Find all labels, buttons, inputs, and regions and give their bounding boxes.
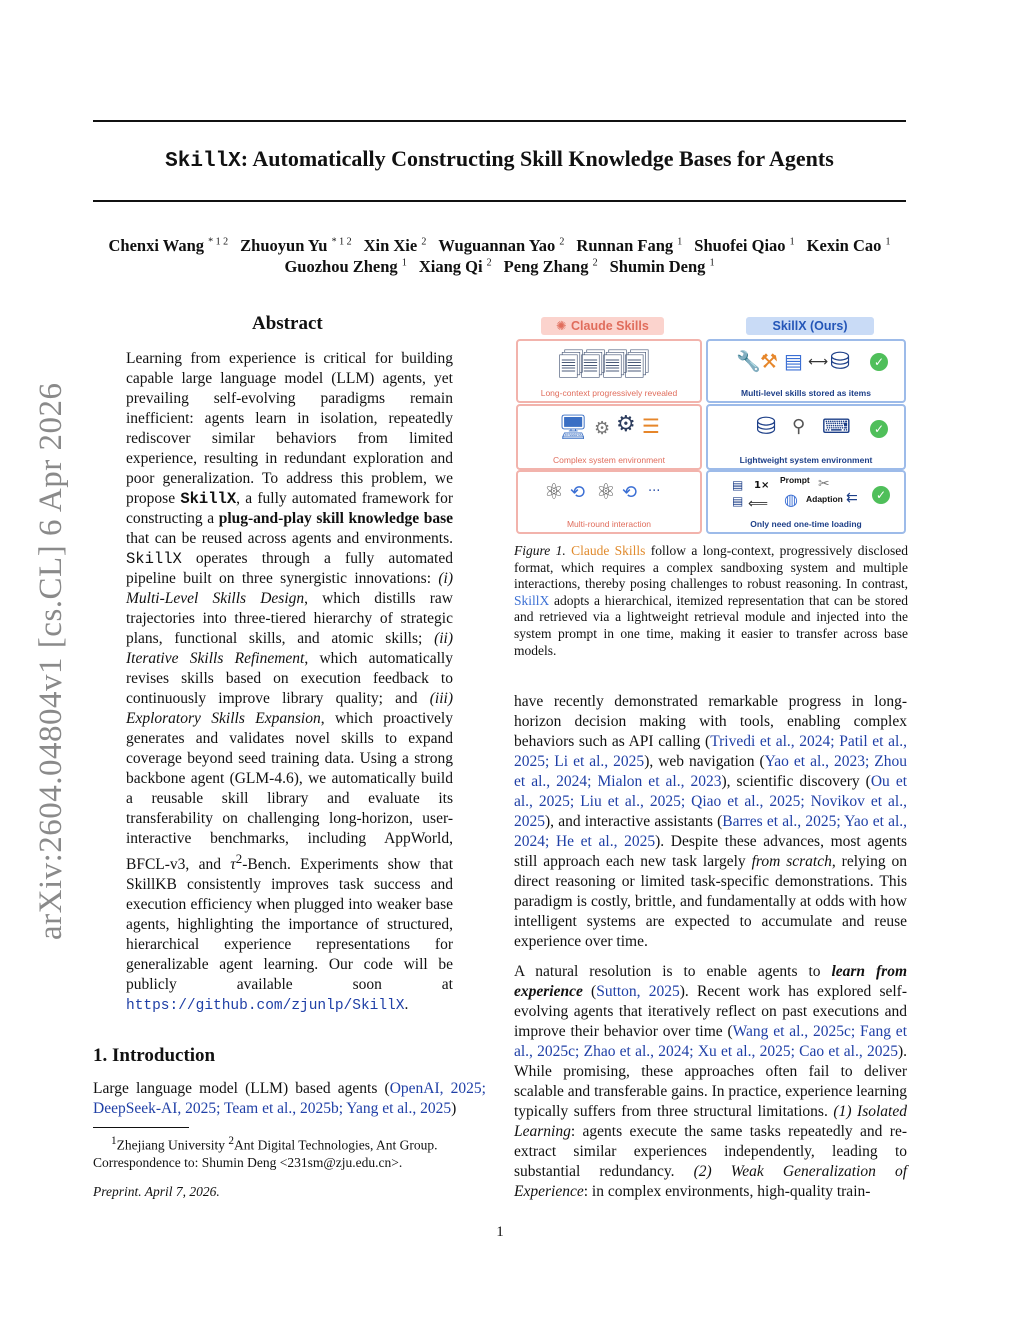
panel-label: Lightweight system environment (739, 455, 873, 465)
skills-icon: ⚒ (760, 349, 778, 373)
title-bottom-rule (93, 200, 906, 202)
arrow-icon: ⟸ (748, 496, 769, 512)
times-label: 1× (754, 480, 770, 491)
arrow-icon: ⟷ (808, 354, 829, 370)
panel-label: Only need one-time loading (750, 519, 862, 529)
claude-skills-header: ✺ Claude Skills (541, 317, 664, 335)
list-icon: ▤ (784, 349, 803, 373)
author: Wuguannan Yao $^2$ (438, 236, 565, 255)
panel-lightweight-env (706, 404, 906, 470)
skillx-header: SkillX (Ours) (746, 317, 874, 335)
panel-label: Multi-round interaction (566, 519, 652, 529)
check-icon: ✓ (870, 420, 888, 438)
panel-multi-round (516, 470, 702, 534)
panel-complex-env (516, 404, 702, 470)
network-icon: ⚙ (616, 412, 636, 437)
caption-skillx: SkillX (514, 592, 550, 608)
arxiv-identifier: arXiv:2604.04804v1 [cs.CL] 6 Apr 2026 (33, 382, 69, 940)
prompt-label: Prompt (780, 475, 810, 485)
brain-icon: ⚛ (544, 480, 564, 505)
brain-icon: ⚛ (596, 480, 616, 505)
paper-title (93, 146, 906, 173)
model-icon: ◍ (784, 490, 798, 509)
author: Peng Zhang $^2$ (503, 257, 598, 276)
author: Xiang Qi $^2$ (418, 257, 492, 276)
figure-1 (514, 316, 906, 534)
arrow-icon: ⇇ (846, 490, 858, 506)
gear-icon: ⚙ (594, 418, 611, 439)
document-icon: ▤ (732, 478, 744, 492)
computer-icon: 🖥 (558, 413, 589, 441)
caption-claude-skills: Claude Skills (571, 543, 646, 558)
title-top-rule (93, 120, 906, 122)
refresh-icon: ⟲ (622, 482, 638, 503)
check-icon: ✓ (870, 353, 888, 371)
document-icon: ▤ (732, 494, 744, 508)
panel-long-context (516, 339, 702, 403)
page-number: 1 (496, 1224, 504, 1240)
panel-label: Multi-level skills stored as items (741, 388, 871, 398)
introduction-heading: 1. Introduction (93, 1045, 216, 1066)
abstract-heading: Abstract (252, 313, 323, 334)
footnote-rule (93, 1127, 189, 1128)
code-url-link[interactable]: https://github.com/zjunlp/SkillX (126, 998, 405, 1015)
citation-link[interactable]: Trivedi et al., 2024; Patil et al., 2025; Li et al., 2025 (514, 733, 908, 770)
panel-multi-level (706, 339, 906, 403)
citation-link[interactable]: Wang et al., 2025c; Fang et al., 2025c; Zhao et al., 2024; Xu et al., 2025; Cao et al., 2025 (514, 1023, 907, 1060)
author-row-1 (93, 236, 906, 256)
adaption-label: Adaption (806, 494, 843, 504)
preprint-note: Preprint. April 7, 2026. (93, 1184, 220, 1199)
skillx-name: SkillX (126, 550, 182, 568)
author-row-2 (93, 257, 906, 277)
footnote-affiliations: $^1$Zhejiang University $^2$Ant Digital Technologies, Ant Group. Correspondence to: Shumin Deng <231sm@zju.edu.cn>. (93, 1135, 438, 1170)
intro-paragraph-right-1: have recently demonstrated remarkable progress in long-horizon decision making with tools, enabling complex behaviors such as API calling (Trivedi et al., 2024; Patil et al., 2025; Li et al., 2025), web navigation (Yao et al., 2023; Zhou et al., 2024; Mialon et al., 2023), scientific discovery (Ou et al., 2025; Liu et al., 2025; Qiao et al., 2025; Novikov et al., 2025), and interactive assistants (Barres et al., 2025; Yao et al., 2024; He et al., 2025). Despite these advances, most agents still approach each new task largely from scratch, relying on direct reasoning or limited task-specific demonstrations. This paradigm is costly, brittle, and fundamentally at odds with how intelligent systems are expected to accumulate and reuse experience over time. (514, 693, 908, 950)
author: Shuofei Qiao $^1$ (694, 236, 795, 255)
skillx-name: SkillX (180, 490, 237, 508)
author: Kexin Cao $^1$ (806, 236, 891, 255)
author: Zhuoyun Yu $^{* 1 2}$ (240, 236, 352, 255)
author: Shumin Deng $^1$ (609, 257, 715, 276)
tools-icon: 🔧 (736, 349, 761, 373)
refresh-icon: ⟲ (570, 482, 586, 503)
database-icon: ⛁ (830, 347, 851, 375)
citation-link[interactable]: Barres et al., 2025; Yao et al., 2024; He et al., 2025 (514, 813, 907, 850)
intro-paragraph-right-2: A natural resolution is to enable agents to learn from experience (Sutton, 2025). Recent work has explored self-evolving agents that iteratively reflect on past executions and improve their behavior over time (Wang et al., 2025c; Fang et al., 2025c; Zhao et al., 2024; Xu et al., 2025; Cao et al., 2025). While promising, these approaches often fail to deliver scalable and transferable gains. In practice, experience learning typically suffers from three structural limitations. (1) Isolated Learning: agents execute the same tasks repeatedly and re-extract similar experiences independently, leading to substantial redundancy. (2) Weak Generalization of Experience: in complex environments, high-quality train- (514, 963, 908, 1200)
abstract-body: Learning from experience is critical for building capable large language model (LLM) agents, yet prevailing self-evolving paradigms remain inefficient: agents learn in isolation, repeatedly rediscover similar behaviors from limited experience, resulting in redundant exploration and poor generalization. To address this problem, we propose SkillX, a fully automated framework for constructing a plug-and-play skill knowledge base that can be reused across agents and environments. SkillX operates through a fully automated pipeline built on three synergistic innovations: (i) Multi-Level Skills Design, which distills raw trajectories into three-tiered hierarchy of strategic plans, functional skills, and atomic skills; (ii) Iterative Skills Refinement, which automatically revises skills based on execution feedback to continuously improve library quality; and (iii) Exploratory Skills Expansion, which proactively generates and validates novel skills to expand coverage beyond seed training data. Using a strong backbone agent (GLM-4.6), we automatically build a reusable skill library and evaluate its transferability on challenging long-horizon, user-interactive benchmarks, including AppWorld, BFCL-v3, and $\tau^2$-Bench. Experiments show that SkillKB consistently improves task success and execution efficiency when plugged into weaker base agents, highlighting the importance of structured, hierarchical experience representations for generalizable agent learning. Our code will be publicly available soon at https://github.com/zjunlp/SkillX. (126, 350, 454, 1015)
code-window-icon: ⌨ (822, 414, 851, 438)
author: Guozhou Zheng $^1$ (284, 257, 407, 276)
author: Chenxi Wang $^{* 1 2}$ (108, 236, 229, 255)
documents-icon: 🗐🗐🗐🗐 (558, 351, 646, 381)
ellipsis: ··· (648, 484, 661, 499)
panel-label: Long-context progressively revealed (540, 388, 678, 398)
citation-link[interactable]: Ou et al., 2025; Liu et al., 2025; Qiao et al., 2025; Novikov et al., 2025 (514, 773, 908, 830)
author: Runnan Fang $^1$ (576, 236, 683, 255)
author: Xin Xie $^2$ (363, 236, 427, 255)
citation-link[interactable]: Sutton, 2025 (596, 983, 680, 1000)
panel-one-time (706, 470, 906, 534)
check-icon: ✓ (872, 486, 890, 504)
figure-1-caption: Figure 1. Claude Skills follow a long-context, progressively disclosed format, which requires a complex sandboxing system and multiple interactions, thereby posing challenges to robust reasoning. In contrast, SkillX adopts a hierarchical, itemized representation that can be stored and retrieved via a lightweight retrieval module and injected into the system prompt in one time, making it easier to transfer across base models. (514, 543, 908, 658)
citation-link[interactable]: Yao et al., 2023; Zhou et al., 2024; Mialon et al., 2023 (514, 753, 908, 790)
intro-paragraph-left: Large language model (LLM) based agents (OpenAI, 2025; DeepSeek-AI, 2025; Team et al., 2025b; Yang et al., 2025) (93, 1080, 486, 1117)
panel-label: Complex system environment (553, 455, 665, 465)
database-stack-icon: ☰ (642, 414, 660, 438)
title-rest: : Automatically Constructing Skill Knowledge Bases for Agents (240, 146, 834, 171)
hierarchy-icon: ⚲ (792, 416, 806, 437)
database-icon: ⛁ (756, 412, 777, 440)
wrench-icon: ✂ (818, 476, 830, 492)
citation-link[interactable]: OpenAI, 2025; DeepSeek-AI, 2025; Team et al., 2025b; Yang et al., 2025 (93, 1080, 486, 1117)
title-skillx: SkillX (165, 150, 241, 173)
